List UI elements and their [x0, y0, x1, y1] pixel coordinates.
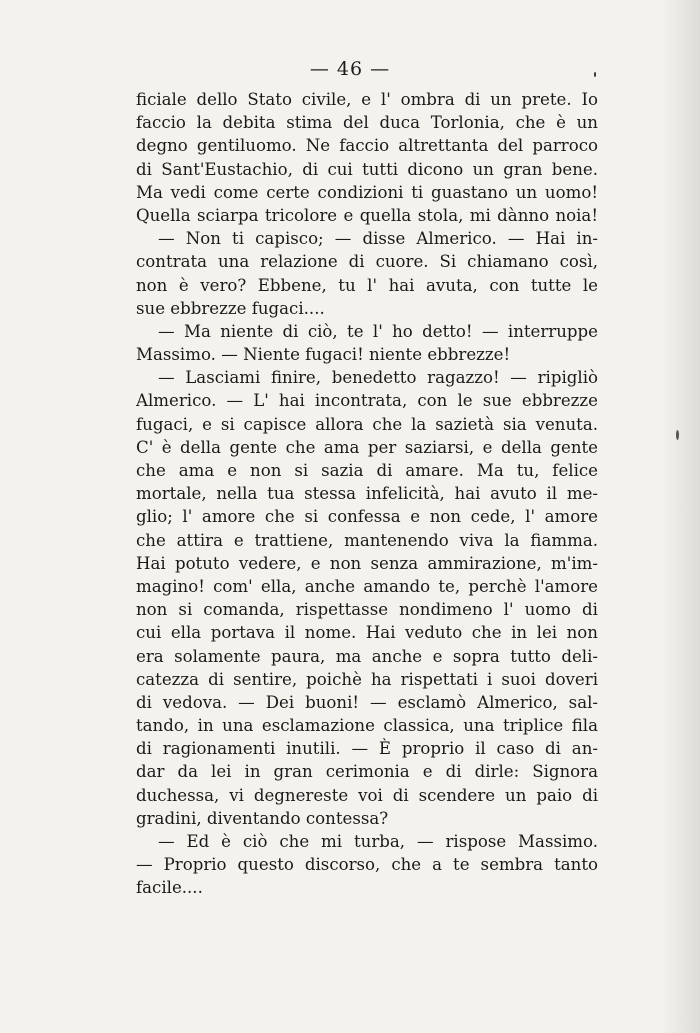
text-line: degno gentiluomo. Ne faccio altrettanta del parroco [136, 136, 598, 156]
page-number: — 46 — [309, 58, 391, 80]
text-line: Massimo. — Niente fugaci! niente ebbrezze! [136, 345, 511, 365]
text-line: che attira e trattiene, mantenendo viva la fiamma. [136, 530, 598, 550]
text-line: di vedova. — Dei buoni! — esclamò Almerico, sal- [136, 692, 598, 712]
text-line: gradini, diventando contessa? [136, 808, 389, 828]
text-line: Ma vedi come certe condizioni ti guastano un uomo! [136, 182, 598, 202]
text-line: Almerico. — L' hai incontrata, con le sue ebbrezze [136, 391, 598, 411]
text-line: sue ebbrezze fugaci.... [136, 298, 325, 318]
text-line: facile.... [136, 878, 203, 898]
text-line: — Ed è ciò che mi turba, — rispose Massimo. [158, 832, 598, 851]
ink-speck [676, 430, 679, 440]
text-line: — Ma niente di ciò, te l' ho detto! — interruppe [158, 321, 598, 341]
text-line: ficiale dello Stato civile, e l' ombra di un prete. Io [136, 90, 598, 109]
text-line: fugaci, e si capisce allora che la sazietà sia venuta. [136, 414, 598, 434]
text-line: C' è della gente che ama per saziarsi, e della gente [136, 437, 598, 457]
text-line: non è vero? Ebbene, tu l' hai avuta, con tutte le [136, 275, 598, 295]
text-line: — Non ti capisco; — disse Almerico. — Hai in- [158, 229, 598, 249]
text-line: glio; l' amore che si confessa e non cede, l' amore [136, 507, 598, 527]
text-line: magino! com' ella, anche amando te, perchè l'amore [136, 576, 598, 596]
text-line: catezza di sentire, poichè ha rispettati i suoi doveri [136, 669, 598, 689]
text-line: di Sant'Eustachio, di cui tutti dicono un gran bene. [136, 159, 598, 179]
text-line: di ragionamenti inutili. — È proprio il caso di an- [136, 739, 598, 759]
text-line: — Lasciami finire, benedetto ragazzo! — ripigliò [158, 368, 598, 388]
text-line: Hai potuto vedere, e non senza ammirazione, m'im- [136, 553, 598, 573]
text-line: duchessa, vi degnereste voi di scendere un paio di [136, 785, 598, 805]
text-line: mortale, nella tua stessa infelicità, hai avuto il me- [136, 484, 598, 504]
text-line: dar da lei in gran cerimonia e di dirle: Signora [136, 762, 598, 782]
text-line: che ama e non si sazia di amare. Ma tu, felice [136, 461, 598, 480]
body-text [136, 88, 598, 900]
text-line: tando, in una esclamazione classica, una triplice fila [136, 716, 598, 736]
text-line: — Proprio questo discorso, che a te sembra tanto [136, 855, 598, 875]
text-line: era solamente paura, ma anche e sopra tutto deli- [136, 646, 598, 666]
page-edge-shadow [662, 0, 700, 1033]
text-line: non si comanda, rispettasse nondimeno l' uomo di [136, 600, 598, 620]
ink-speck [594, 72, 596, 77]
text-line: cui ella portava il nome. Hai veduto che in lei non [136, 623, 598, 643]
text-line: faccio la debita stima del duca Torlonia, che è un [136, 113, 598, 133]
text-line: Quella sciarpa tricolore e quella stola, mi dànno noia! [136, 205, 598, 225]
text-line: contrata una relazione di cuore. Si chiamano così, [136, 252, 598, 272]
